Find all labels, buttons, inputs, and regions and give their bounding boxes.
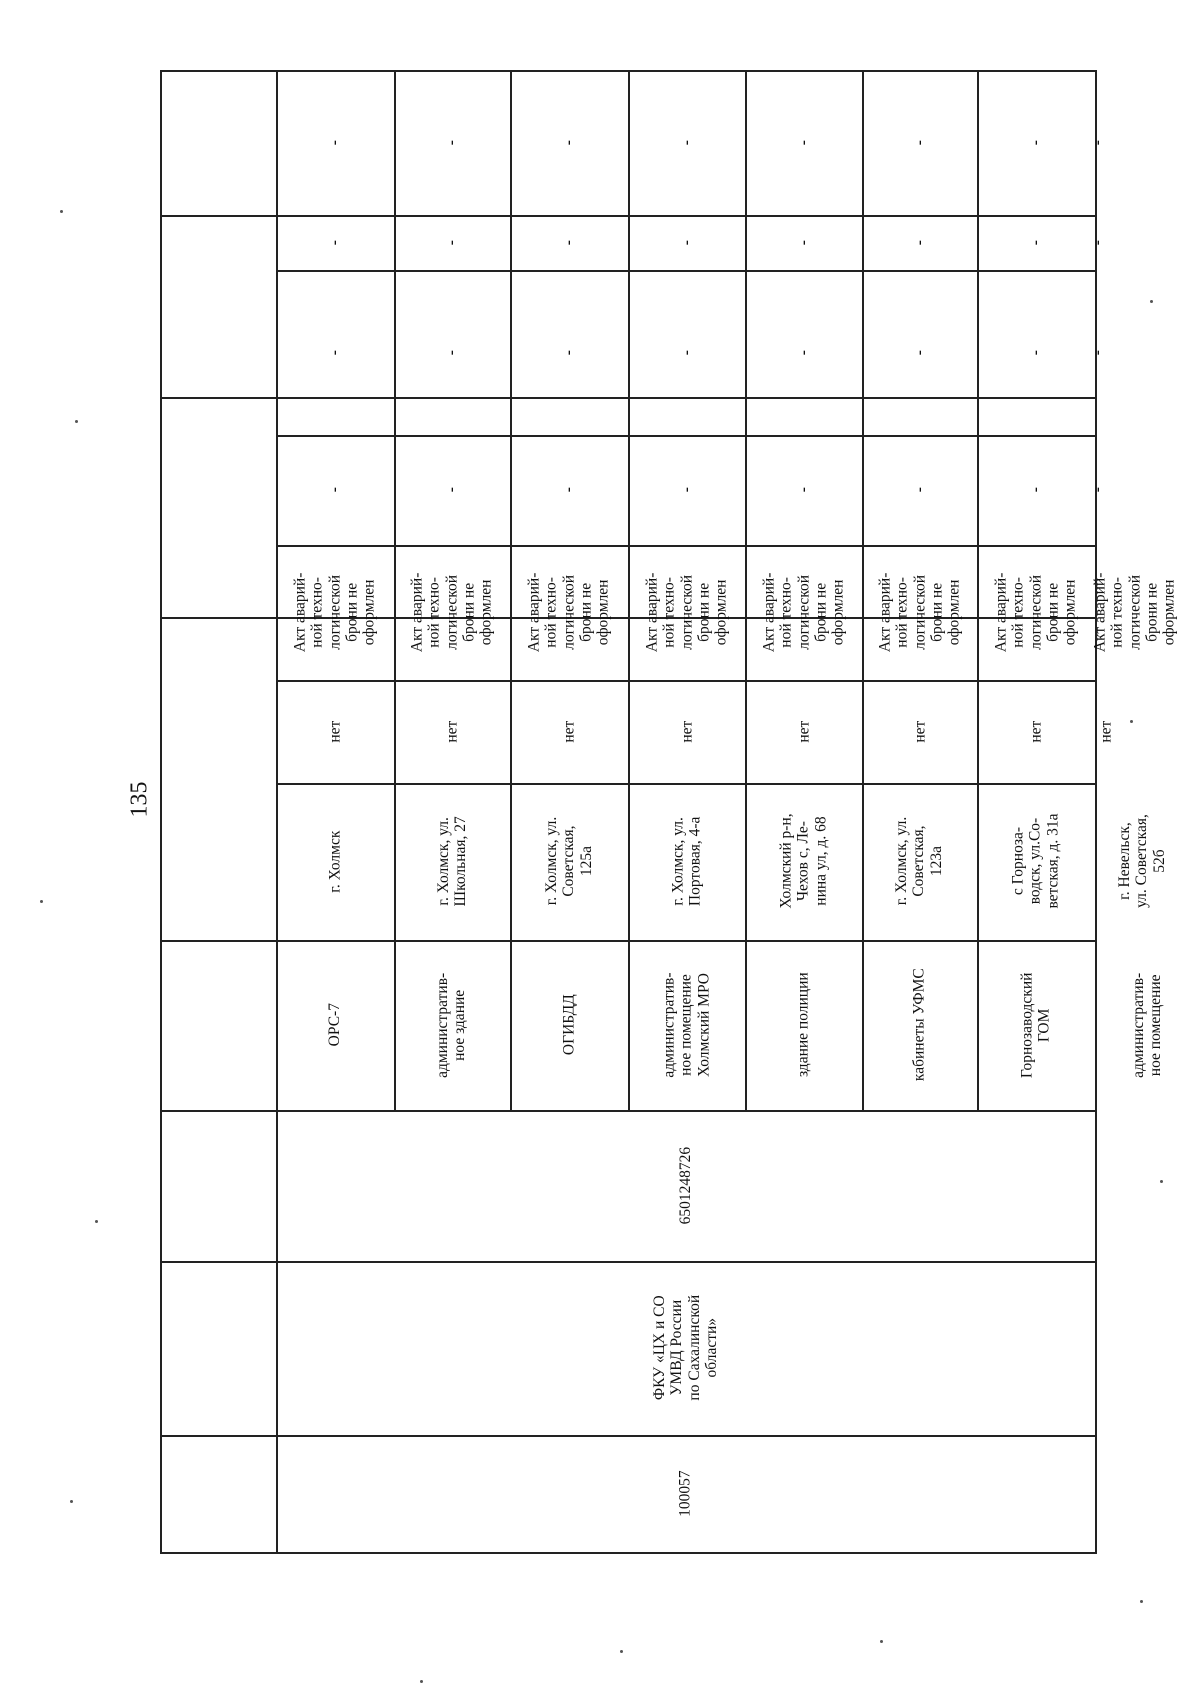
object-cell-text: здание полиции	[794, 972, 812, 1078]
empty-dash-cell	[628, 70, 745, 215]
empty-dash-cell	[276, 215, 394, 270]
organization-cell-text: ФКУ «ЦХ и СО УМВД России по Сахалинской области»	[650, 1295, 720, 1401]
empty-dash-cell-text: -	[326, 239, 344, 246]
empty-dash-cell	[862, 215, 977, 270]
address-cell	[510, 783, 628, 940]
inn-cell-text: 6501248726	[676, 1146, 694, 1225]
empty-dash-cell-text: -	[1088, 139, 1106, 146]
object-cell	[745, 940, 862, 1110]
status-cell-text: нет	[910, 720, 928, 743]
empty-dash-cell-text: -	[326, 349, 344, 356]
empty-dash-cell-text: -	[794, 239, 812, 246]
empty-dash-cell-text: -	[910, 349, 928, 356]
object-cell	[862, 940, 977, 1110]
empty-dash-cell-text: -	[794, 139, 812, 146]
act-cell-text: Акт аварий- ной техно- логической брони не оформлен	[408, 572, 496, 653]
empty-dash-cell	[977, 435, 1095, 545]
empty-dash-cell-text: -	[794, 487, 812, 493]
empty-dash-cell	[1088, 70, 1106, 215]
address-cell	[394, 783, 510, 940]
empty-dash-cell-text: -	[326, 139, 344, 146]
status-cell	[745, 680, 862, 783]
act-cell-text: Акт аварий- ной техно- логической брони не оформлен	[525, 572, 613, 653]
object-cell	[276, 940, 394, 1110]
empty-dash-cell	[745, 70, 862, 215]
empty-dash-cell-text: -	[1027, 239, 1045, 246]
act-cell-text: Акт аварий- ной техно- логической брони не оформлен	[1091, 572, 1178, 653]
empty-dash-cell-text: -	[443, 487, 461, 493]
address-cell	[628, 783, 745, 940]
record-id-cell	[276, 1435, 1095, 1552]
empty-dash-cell	[862, 70, 977, 215]
object-cell	[1095, 940, 1200, 1110]
address-cell	[862, 783, 977, 940]
status-cell	[510, 680, 628, 783]
empty-dash-cell-text: -	[677, 487, 695, 493]
status-cell	[1095, 680, 1117, 783]
empty-dash-cell-text: -	[443, 239, 461, 246]
empty-dash-cell	[745, 435, 862, 545]
object-cell	[394, 940, 510, 1110]
act-cell	[510, 545, 628, 680]
scan-speck	[1130, 720, 1133, 723]
address-cell-text: г. Холмск, ул. Советская, 125а	[542, 817, 595, 906]
address-cell-text: г. Невельск, ул. Советская, 52б	[1115, 814, 1168, 909]
scan-speck	[1160, 1180, 1163, 1183]
act-cell-text: Акт аварий- ной техно- логической брони не оформлен	[291, 572, 379, 653]
empty-dash-cell	[862, 270, 977, 435]
act-cell	[394, 545, 510, 680]
empty-dash-cell	[510, 215, 628, 270]
empty-dash-cell-text: -	[1088, 487, 1106, 493]
empty-dash-cell-text: -	[794, 349, 812, 356]
scan-speck	[1140, 1600, 1143, 1603]
act-cell-text: Акт аварий- ной техно- логической брони не оформлен	[643, 572, 730, 653]
empty-dash-cell	[977, 270, 1095, 435]
empty-dash-cell-text: -	[326, 487, 344, 493]
empty-dash-cell-text: -	[1027, 139, 1045, 146]
empty-dash-cell-text: -	[1088, 349, 1106, 356]
act-cell-text: Акт аварий- ной техно- логической брони не оформлен	[876, 572, 963, 653]
status-cell-text: нет	[677, 720, 695, 743]
address-cell	[977, 783, 1095, 940]
page-number: 135	[126, 781, 153, 818]
act-cell	[977, 545, 1095, 680]
status-cell-text: нет	[560, 720, 578, 743]
empty-dash-cell	[977, 215, 1095, 270]
object-cell-text: Горнозаводский ГОМ	[1018, 972, 1053, 1078]
address-cell-text: г. Холмск	[326, 830, 344, 893]
empty-dash-cell	[510, 70, 628, 215]
object-cell-text: административ- ное здание	[434, 972, 469, 1078]
address-cell-text: с Горноза- водск, ул.Со- ветская, д. 31а	[1009, 813, 1062, 910]
empty-dash-cell	[1088, 435, 1106, 545]
status-cell-text: нет	[326, 720, 344, 743]
empty-dash-cell	[394, 270, 510, 435]
object-cell-text: ОГИБДД	[560, 994, 578, 1056]
object-cell-text: административ- ное помещение Холмский МРО	[660, 972, 713, 1078]
empty-dash-cell-text: -	[677, 139, 695, 146]
scan-speck	[75, 420, 78, 423]
empty-dash-cell-text: -	[560, 239, 578, 246]
status-cell-text: нет	[1027, 720, 1045, 743]
scan-speck	[620, 1650, 623, 1653]
act-cell	[862, 545, 977, 680]
table-border-bottom	[160, 1552, 1097, 1554]
empty-dash-cell	[510, 435, 628, 545]
act-cell-text: Акт аварий- ной техно- логической брони не оформлен	[760, 572, 847, 653]
empty-dash-cell	[394, 215, 510, 270]
address-cell-text: Холмский р-н, Чехов с, Ле- нина ул, д. 68	[777, 813, 830, 910]
empty-dash-cell-text: -	[1027, 349, 1045, 356]
address-cell	[276, 783, 394, 940]
object-cell-text: административ- ное помещение	[1130, 972, 1165, 1078]
empty-dash-cell	[1088, 215, 1106, 270]
empty-dash-cell	[1088, 270, 1106, 435]
scan-speck	[40, 900, 43, 903]
scan-speck	[60, 210, 63, 213]
empty-dash-cell	[394, 435, 510, 545]
status-cell	[628, 680, 745, 783]
empty-dash-cell-text: -	[910, 487, 928, 493]
scan-speck	[70, 1500, 73, 1503]
act-cell	[745, 545, 862, 680]
empty-dash-cell	[628, 270, 745, 435]
address-cell	[745, 783, 862, 940]
empty-dash-cell-text: -	[443, 139, 461, 146]
scan-speck	[95, 1220, 98, 1223]
status-cell	[977, 680, 1095, 783]
empty-dash-cell-text: -	[560, 487, 578, 493]
object-cell-text: кабинеты УФМС	[910, 968, 928, 1082]
empty-dash-cell	[977, 70, 1095, 215]
organization-cell	[276, 1261, 1095, 1435]
empty-dash-cell	[628, 215, 745, 270]
status-cell	[394, 680, 510, 783]
empty-dash-cell-text: -	[560, 349, 578, 356]
empty-dash-cell	[394, 70, 510, 215]
empty-dash-cell	[510, 270, 628, 435]
object-cell	[628, 940, 745, 1110]
status-cell	[862, 680, 977, 783]
status-cell-text: нет	[794, 720, 812, 743]
table-border-left	[160, 70, 162, 1552]
act-cell	[1091, 545, 1178, 680]
empty-dash-cell-text: -	[443, 349, 461, 356]
status-cell	[276, 680, 394, 783]
address-cell-text: г. Холмск, ул. Школьная, 27	[434, 816, 469, 907]
act-cell	[628, 545, 745, 680]
scan-speck	[880, 1640, 883, 1643]
scan-speck	[420, 1680, 423, 1683]
act-cell-text: Акт аварий- ной техно- логической брони не оформлен	[992, 572, 1080, 653]
status-cell-text: нет	[443, 720, 461, 743]
empty-dash-cell	[276, 270, 394, 435]
empty-dash-cell-text: -	[1088, 239, 1106, 246]
empty-dash-cell	[745, 215, 862, 270]
address-cell-text: г. Холмск, ул. Портовая, 4-а	[669, 816, 704, 907]
scan-speck	[1150, 300, 1153, 303]
empty-dash-cell	[745, 270, 862, 435]
act-cell	[276, 545, 394, 680]
empty-dash-cell-text: -	[910, 239, 928, 246]
empty-dash-cell	[276, 435, 394, 545]
record-id-cell-text: 100057	[676, 1470, 694, 1517]
address-cell-text: г. Холмск, ул. Советская, 123а	[893, 817, 946, 906]
empty-dash-cell	[862, 435, 977, 545]
empty-dash-cell-text: -	[677, 349, 695, 356]
empty-dash-cell-text: -	[677, 239, 695, 246]
object-cell	[977, 940, 1095, 1110]
object-cell	[510, 940, 628, 1110]
empty-dash-cell-text: -	[1027, 487, 1045, 493]
object-cell-text: ОРС-7	[326, 1003, 344, 1047]
empty-dash-cell	[276, 70, 394, 215]
status-cell-text: нет	[1097, 720, 1115, 743]
inn-cell	[276, 1110, 1095, 1261]
empty-dash-cell-text: -	[910, 139, 928, 146]
empty-dash-cell	[628, 435, 745, 545]
address-cell	[1095, 783, 1189, 940]
empty-dash-cell-text: -	[560, 139, 578, 146]
